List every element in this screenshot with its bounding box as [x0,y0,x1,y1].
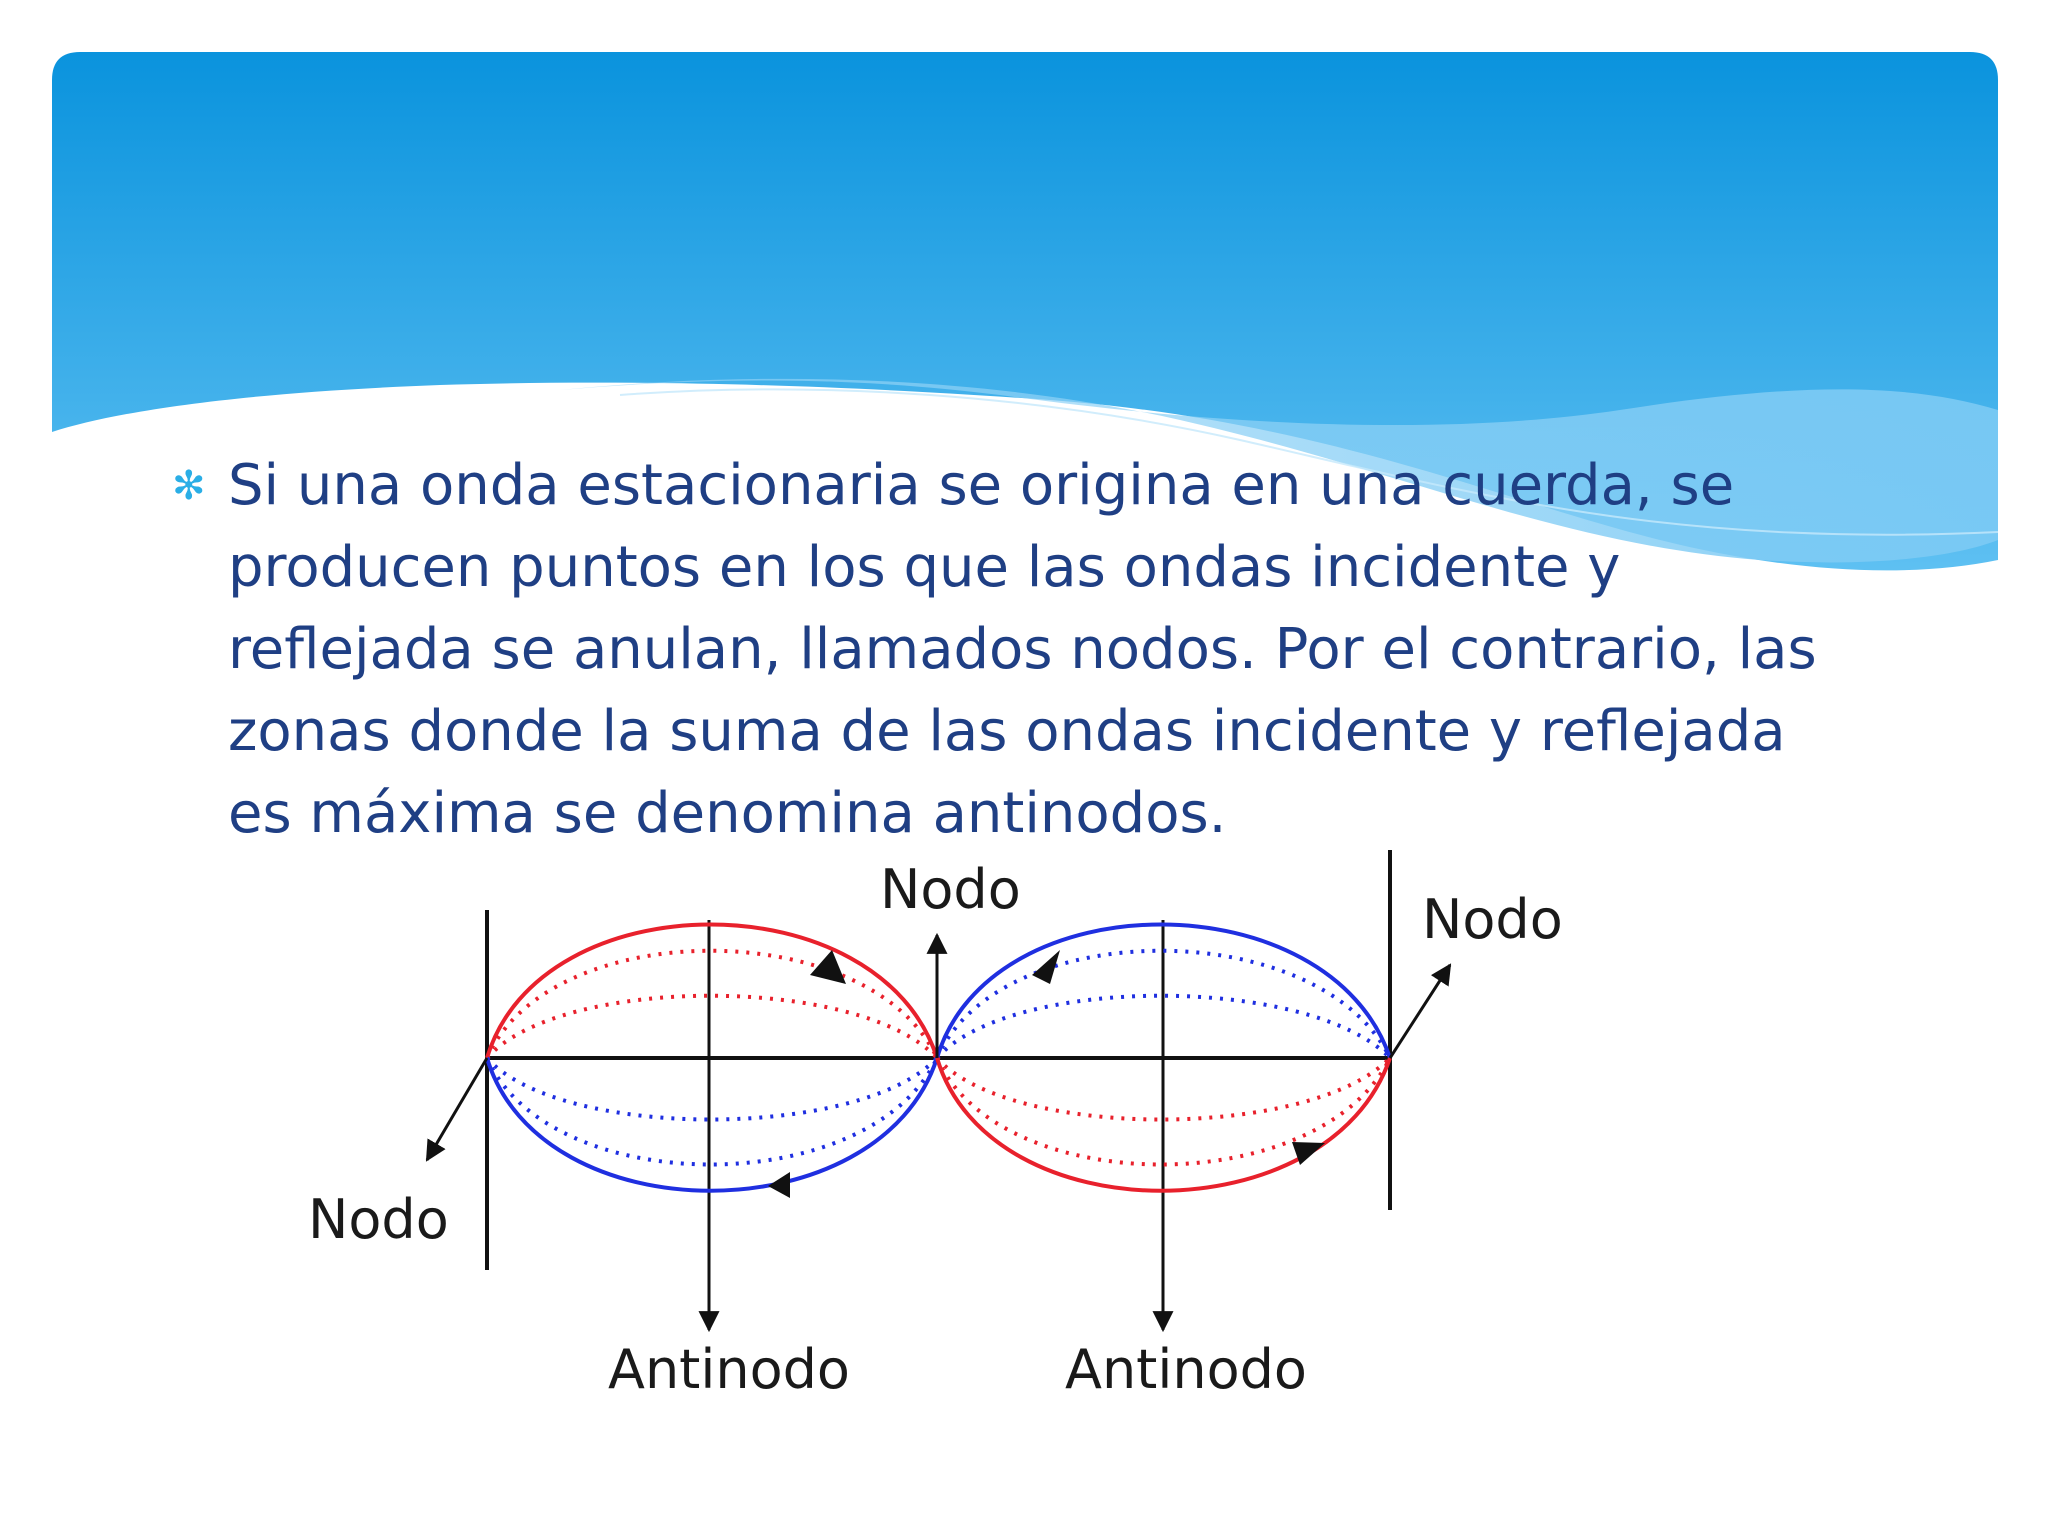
bullet-item [172,445,1820,855]
node-label-left: Nodo [308,1188,449,1251]
bullet-text: Si una onda estacionaria se origina en una cuerda, se producen puntos en los que las ondas incidente y reflejada se anulan, llamados nodos. Por el contrario, las zonas donde la suma de las ondas incidente y reflejada es máxima se denomina antinodos. [228,453,1817,846]
node-right-arrow [1390,965,1450,1058]
node-left-arrow [427,1058,487,1160]
direction-arrow-blue-bottom [768,1172,790,1198]
antinode-label-1: Antinodo [608,1338,850,1401]
red-wave-dotted-left-2 [487,996,937,1058]
node-label-right: Nodo [1422,888,1563,951]
antinode-label-2: Antinodo [1065,1338,1307,1401]
standing-wave-diagram [290,840,1620,1420]
blue-wave-solid-left [487,1058,937,1191]
asterisk-bullet-icon: ✻ [172,463,206,509]
blue-wave-dotted-left-2 [487,1058,937,1120]
red-wave-solid-left [487,925,937,1059]
node-label-top: Nodo [880,858,1021,921]
